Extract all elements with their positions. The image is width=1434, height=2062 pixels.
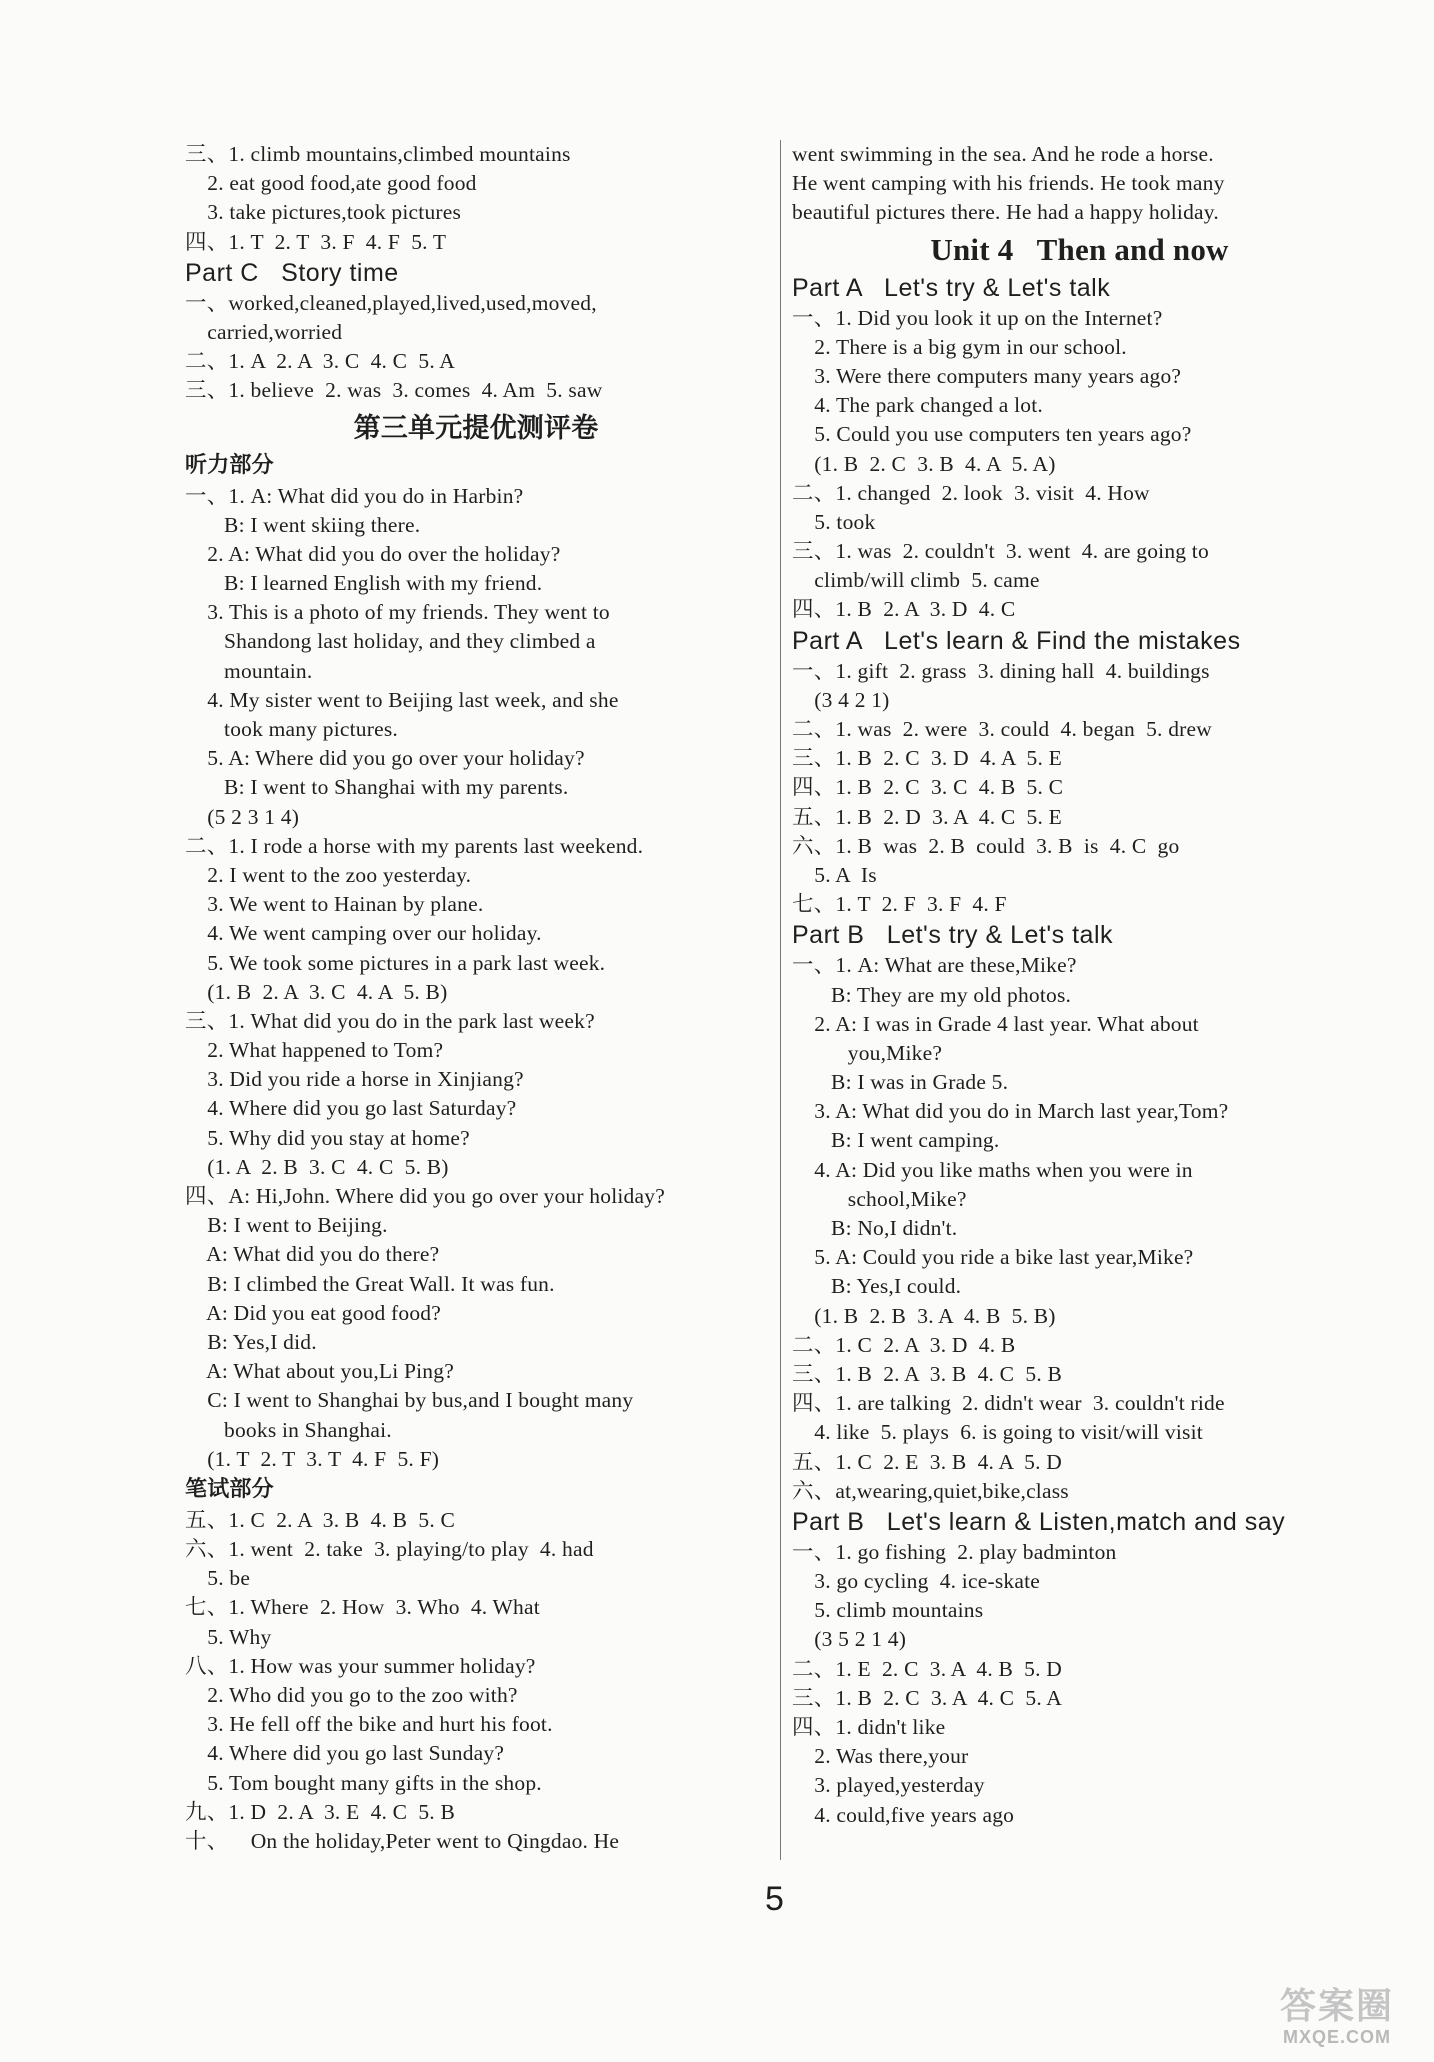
answer-line: 5. Why [185,1624,272,1649]
answer-line: 七、1. T 2. F 3. F 4. F [792,892,1007,917]
answer-line: 四、1. didn't like [792,1715,946,1739]
answer-line: books in Shanghai. [185,1417,392,1442]
answer-line: B: No,I didn't. [792,1216,958,1240]
answer-line: 5. A: Where did you go over your holiday? [185,746,585,771]
answer-line: B: They are my old photos. [792,982,1072,1007]
page-number: 5 [765,1880,784,1918]
right-answer-column [792,140,1367,1830]
answer-line: B: I climbed the Great Wall. It was fun. [185,1271,555,1296]
answer-line: 三、1. B 2. C 3. D 4. A 5. E [792,746,1062,771]
answer-line: 4. like 5. plays 6. is going to visit/will visit [792,1420,1203,1445]
answer-line: 2. There is a big gym in our school. [792,334,1127,359]
answer-line: Shandong last holiday, and they climbed a [185,629,596,654]
section-heading: Part B Let's try & Let's talk [792,921,1113,950]
answer-line: A: What about you,Li Ping? [185,1359,454,1384]
answer-line: 4. A: Did you like maths when you were in [792,1157,1193,1182]
answer-line: 5. be [185,1566,251,1591]
answer-line: A: Did you eat good food? [185,1300,441,1325]
answer-line: 5. A Is [792,862,877,887]
answer-line: 四、1. B 2. C 3. C 4. B 5. C [792,775,1064,800]
answer-line: mountain. [185,658,313,683]
answer-line: 七、1. Where 2. How 3. Who 4. What [185,1595,540,1620]
answer-line: 五、1. C 2. A 3. B 4. B 5. C [185,1507,456,1532]
answer-line: 六、1. went 2. take 3. playing/to play 4. had [185,1537,594,1562]
answer-line: 5. Tom bought many gifts in the shop. [185,1770,542,1795]
answer-line: B: I went camping. [792,1128,1000,1153]
answer-line: 5. took [792,509,876,534]
answer-line: B: I was in Grade 5. [792,1070,1009,1095]
answer-line: 二、1. I rode a horse with my parents last weekend. [185,833,644,858]
section-heading: Part A Let's try & Let's talk [792,273,1111,302]
answer-line: 5. Could you use computers ten years ago? [792,422,1192,447]
answer-line: 九、1. D 2. A 3. E 4. C 5. B [185,1799,455,1824]
answer-line: He went camping with his friends. He took many [792,171,1225,196]
answer-line: (1. A 2. B 3. C 4. C 5. B) [185,1154,449,1179]
answer-line: you,Mike? [792,1040,943,1065]
answer-line: 3. take pictures,took pictures [185,200,462,225]
answer-line: 五、1. C 2. E 3. B 4. A 5. D [792,1449,1062,1474]
answer-line: went swimming in the sea. And he rode a horse. [792,142,1214,166]
watermark-title: 答案圈 [1279,1985,1394,2026]
answer-line: 4. could,five years ago [792,1802,1015,1827]
answer-line: B: Yes,I did. [185,1329,317,1354]
answer-line: took many pictures. [185,717,398,741]
answer-line: (1. B 2. B 3. A 4. B 5. B) [792,1303,1056,1328]
watermark-logo [1252,1986,1422,2056]
answer-line: 5. Why did you stay at home? [185,1125,470,1150]
answer-line: 4. Where did you go last Sunday? [185,1741,505,1766]
answer-line: 一、1. A: What did you do in Harbin? [185,483,524,508]
answer-line: A: What did you do there? [185,1242,440,1267]
answer-line: 3. He fell off the bike and hurt his foot. [185,1712,553,1737]
answer-line: 3. Were there computers many years ago? [792,363,1182,388]
answer-line: 五、1. B 2. D 3. A 4. C 5. E [792,804,1062,829]
answer-line: 四、1. are talking 2. didn't wear 3. couldn't ride [792,1391,1225,1416]
answer-line: 2. I went to the zoo yesterday. [185,862,472,887]
answer-line: 二、1. E 2. C 3. A 4. B 5. D [792,1656,1062,1681]
answer-line: 四、1. T 2. T 3. F 4. F 5. T [185,229,447,254]
answer-line: B: I went to Shanghai with my parents. [185,775,569,800]
answer-line: 4. Where did you go last Saturday? [185,1096,517,1121]
answer-line: (1. T 2. T 3. T 4. F 5. F) [185,1446,440,1471]
answer-line: 2. Was there,your [792,1744,969,1769]
unit-title: Unit 4 Then and now [930,231,1229,267]
answer-line: (3 5 2 1 4) [792,1627,907,1652]
subsection-heading: 笔试部分 [185,1476,274,1502]
answer-line: 三、1. What did you do in the park last week? [185,1008,595,1033]
answer-line: 2. A: I was in Grade 4 last year. What about [792,1011,1199,1036]
answer-line: 六、at,wearing,quiet,bike,class [792,1478,1069,1503]
answer-line: 二、1. was 2. were 3. could 4. began 5. drew [792,717,1212,741]
answer-line: 一、1. Did you look it up on the Internet? [792,305,1163,330]
answer-line: beautiful pictures there. He had a happy holiday. [792,200,1219,225]
answer-line: 二、1. C 2. A 3. D 4. B [792,1332,1016,1357]
section-heading: Part A Let's learn & Find the mistakes [792,626,1241,655]
test-title: 第三单元提优测评卷 [353,412,599,443]
answer-line: 2. Who did you go to the zoo with? [185,1683,518,1707]
answer-line: 一、worked,cleaned,played,lived,used,moved, [185,290,597,315]
answer-line: 5. We took some pictures in a park last week. [185,950,606,975]
column-divider [780,140,781,1860]
answer-line: school,Mike? [792,1186,967,1211]
answer-line: 四、A: Hi,John. Where did you go over your holiday? [185,1184,665,1208]
answer-line: (5 2 3 1 4) [185,804,300,829]
answer-line: 3. This is a photo of my friends. They went to [185,600,610,625]
section-heading: Part C Story time [185,258,399,287]
answer-line: 一、1. go fishing 2. play badminton [792,1539,1117,1564]
answer-line: 2. What happened to Tom? [185,1038,444,1063]
answer-line: C: I went to Shanghai by bus,and I bought many [185,1388,634,1413]
answer-line: 三、1. believe 2. was 3. comes 4. Am 5. saw [185,378,603,403]
answer-line: 六、1. B was 2. B could 3. B is 4. C go [792,833,1180,858]
left-answer-column [185,140,767,1856]
answer-line: carried,worried [185,319,343,344]
watermark-url: MXQE.COM [1282,2027,1391,2047]
answer-line: 一、1. gift 2. grass 3. dining hall 4. buildings [792,658,1210,683]
answer-line: 二、1. changed 2. look 3. visit 4. How [792,480,1150,505]
answer-line: 5. A: Could you ride a bike last year,Mike? [792,1245,1194,1270]
answer-line: 三、1. B 2. C 3. A 4. C 5. A [792,1685,1063,1710]
answer-line: 5. climb mountains [792,1598,984,1623]
answer-line: (3 4 2 1) [792,687,890,712]
answer-line: 三、1. B 2. A 3. B 4. C 5. B [792,1361,1063,1386]
answer-line: 八、1. How was your summer holiday? [185,1653,536,1678]
answer-line: 2. eat good food,ate good food [185,171,477,196]
answer-line: B: I went to Beijing. [185,1213,388,1238]
answer-line: 4. My sister went to Beijing last week, and she [185,687,619,712]
answer-line: 3. played,yesterday [792,1773,985,1798]
answer-line: (1. B 2. A 3. C 4. A 5. B) [185,979,448,1004]
answer-line: 一、1. A: What are these,Mike? [792,953,1077,978]
answer-line: (1. B 2. C 3. B 4. A 5. A) [792,451,1056,476]
subsection-heading: 听力部分 [185,452,274,478]
answer-line: B: Yes,I could. [792,1274,962,1299]
answer-line: 3. We went to Hainan by plane. [185,892,484,917]
answer-line: 3. go cycling 4. ice-skate [792,1569,1041,1594]
answer-line: 3. A: What did you do in March last year,Tom? [792,1099,1229,1124]
answer-line: 三、1. climb mountains,climbed mountains [185,142,571,166]
answer-line: B: I learned English with my friend. [185,571,543,596]
answer-line: 二、1. A 2. A 3. C 4. C 5. A [185,349,456,374]
answer-line: 3. Did you ride a horse in Xinjiang? [185,1067,524,1092]
answer-line: 三、1. was 2. couldn't 3. went 4. are going to [792,539,1209,564]
answer-line: 2. A: What did you do over the holiday? [185,541,561,566]
answer-line: 4. We went camping over our holiday. [185,921,542,946]
answer-line: 4. The park changed a lot. [792,393,1043,418]
answer-line: climb/will climb 5. came [792,568,1040,593]
answer-line: B: I went skiing there. [185,512,421,537]
section-heading: Part B Let's learn & Listen,match and say [792,1507,1286,1536]
answer-line: 十、 On the holiday,Peter went to Qingdao. He [185,1828,620,1853]
answer-line: 四、1. B 2. A 3. D 4. C [792,597,1016,622]
